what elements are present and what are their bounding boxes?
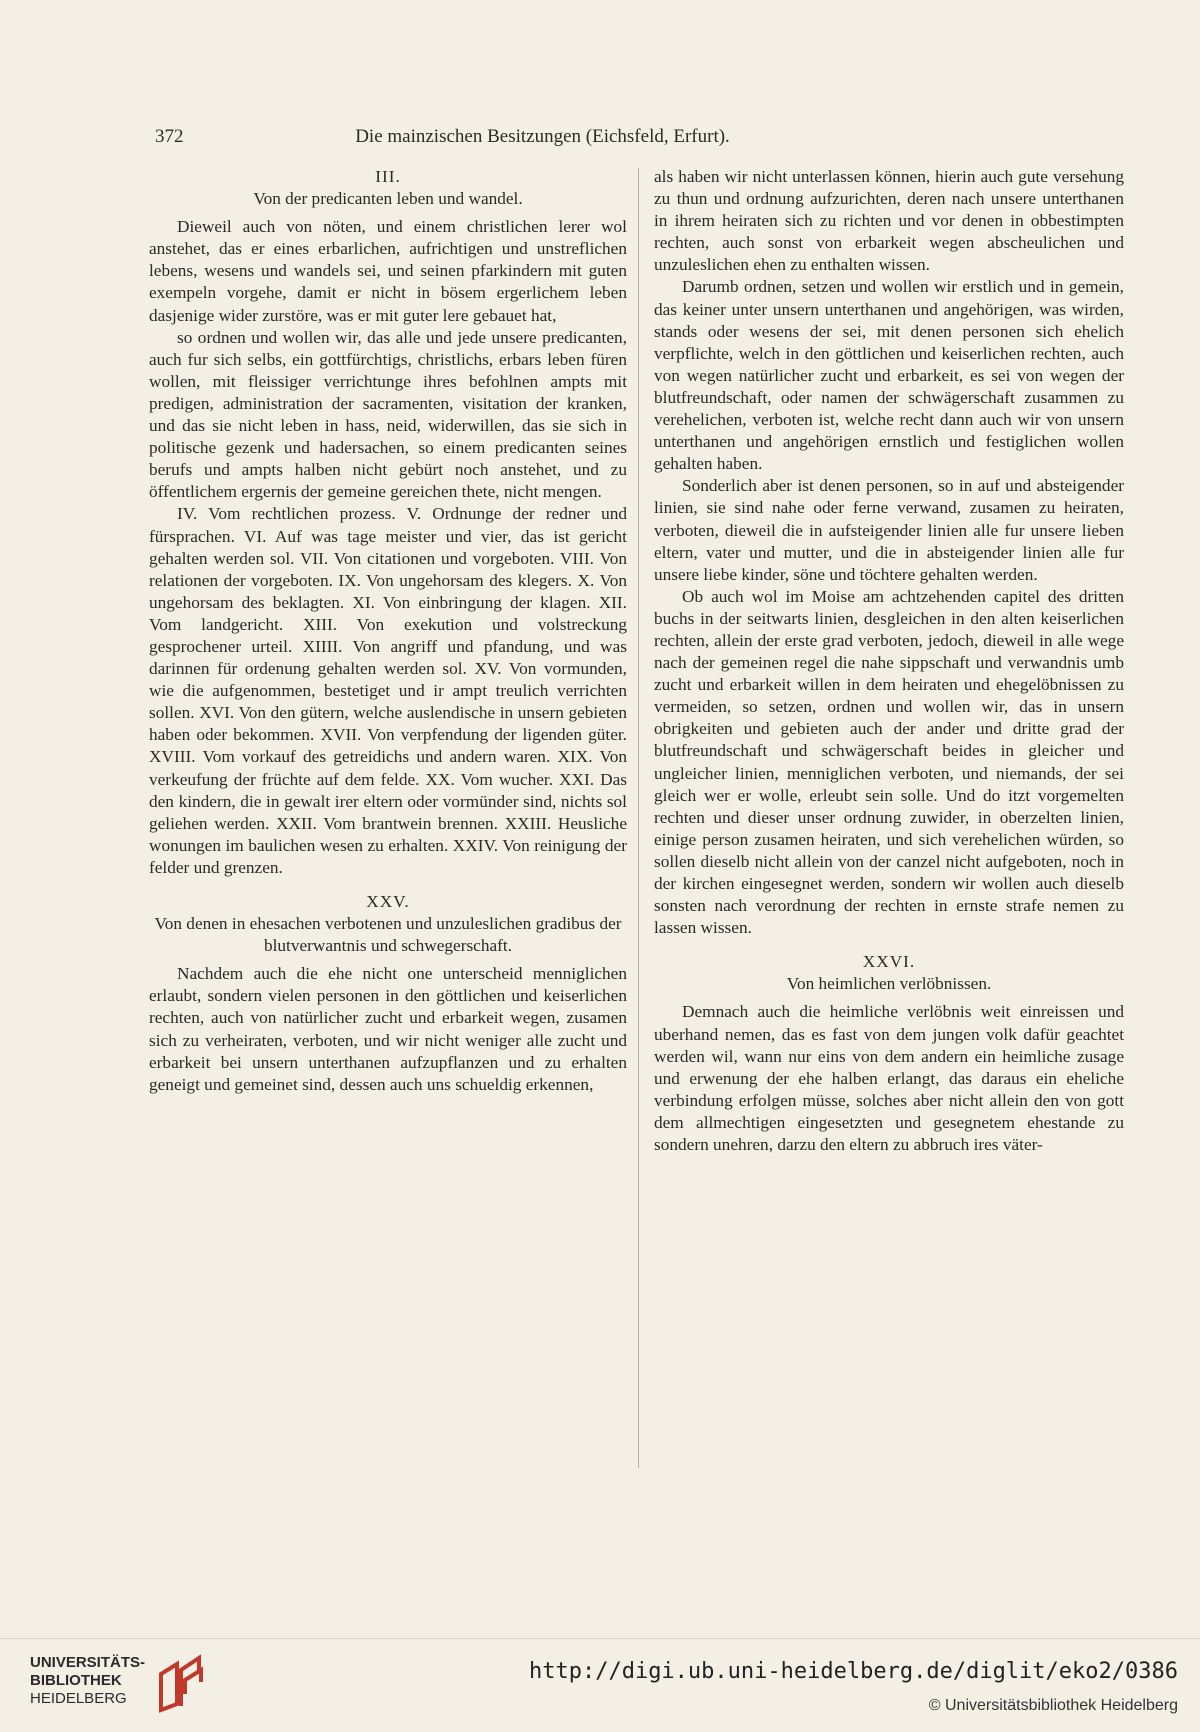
page-header bbox=[155, 126, 860, 152]
paragraph: Sonderlich aber ist denen personen, so in auf und absteigender linien, sie sind nahe oder ferne verwand, zusamen zu heiraten, verboten, dieweil die in aufsteigender linien alle fur unsere lieben eltern, vater und mutter, und die in absteigender linien alle fur unsere liebe kinder, söne und töchtere gehalten werden. bbox=[654, 476, 1124, 584]
copyright-notice: © Universitätsbibliothek Heidelberg bbox=[928, 1697, 1178, 1714]
running-title: Die mainzischen Besitzungen (Eichsfeld, Erfurt). bbox=[355, 126, 730, 147]
section-title: Von der predicanten leben und wandel. bbox=[253, 189, 523, 209]
paragraph: Nachdem auch die ehe nicht one unterscheid menniglichen erlaubt, sondern vielen personen in den göttlichen und keiserlichen rechten, auch von natürlicher zucht und erbarkeit wegen, zusamen sich zu verheiraten, verboten, und wir nicht weniger alle zucht und erbarkeit bei unsern unterthanen aufzupflanzen und zu erhalten geneigt und gemeinet sind, dessen auch uns schueldig erkennen, bbox=[149, 964, 627, 1094]
library-name-line: HEIDELBERG bbox=[30, 1690, 127, 1707]
column-divider bbox=[638, 168, 639, 1468]
permalink-url[interactable]: http://digi.ub.uni-heidelberg.de/diglit/eko2/0386 bbox=[528, 1659, 1178, 1684]
paragraph: als haben wir nicht unterlassen können, hierin auch gute versehung zu thun und ordnung aufzurichten, deren nach unsere unterthanen in ihrem heiraten sich zu richten und vor denen in obbestimpten rechten, auch sonst von erbarkeit wegen abscheulichen und unzuleslichen ehen zu enthalten wissen. bbox=[654, 167, 1124, 275]
paragraph: Demnach auch die heimliche verlöbnis weit einreissen und uberhand nemen, das es fast von dem jungen volk dafür geachtet werden wil, wann nur eins von dem andern ein heimliche zusage und erwenung der ehe halben erlangt, das daraus ein eheliche verbindung erfolgen müsse, solches aber nicht allein den von gott dem allmechtigen eingesetzten und gesegnetem ehestande zu sondern unehren, darzu den eltern zu abbruch ires väter- bbox=[654, 1002, 1124, 1155]
library-logo-icon bbox=[155, 1654, 215, 1716]
section-title: Von denen in ehesachen verbotenen und unzuleslichen gradibus der blutverwantnis und schwegerschaft. bbox=[154, 914, 622, 956]
section-number: XXV. bbox=[366, 892, 410, 911]
paragraph: so ordnen und wollen wir, das alle und jede unsere predicanten, auch fur sich selbs, ein gottfürchtigs, christlichs, erbars leben füren wollen, mit fleissiger verrichtunge ihres befohlnen ampts mit predigen, administration der sacramenten, visitation der kranken, und das sie nicht leben in hass, neid, widerwillen, das sie sich in politische gezenk und hadersachen, so einem predicanten seines berufs und ampts halben nicht gebürt noch anstehet, und zu öffentlichem ergernis der gemeine gereichen thete, nicht mengen. bbox=[149, 327, 627, 502]
library-name-line: UNIVERSITÄTS- bbox=[30, 1654, 146, 1671]
page-number: 372 bbox=[155, 126, 184, 147]
paragraph: Ob auch wol im Moise am achtzehenden capitel des dritten buchs in der seitwarts linien, desgleichen in den alten keiserlichen rechten, allein der erste grad verboten, jedoch, dieweil in alle wege nach der gemeinen regel die nahe sippschaft und verwandnis umb zucht und erbarkeit willen in dem heiraten und ehegelöbnissen zu vermeiden, so setzen, ordnen und wollen wir, das in unsern obrigkeiten und gebieten auch der ander und dritte grad der blutfreundschaft und schwägerschaft beides in gleicher und ungleicher linien, menniglichen verboten, und niemands, der sei gleich wer er wolle, erleubt sein solle. Und do itzt vorgemelten rechten und dieser unser ordnung zuwider, in oberzelten linien, einige person zusamen heiraten, und sich verehelichen würden, so sollen dieselb nicht allein von der canzel nicht aufgeboten, noch in der kirchen eingesegnet werden, sondern wir wollen auch dieselb sonsten nach verordnung der rechten in ernste strafe nemen zu lassen wissen. bbox=[654, 586, 1124, 938]
right-column bbox=[654, 166, 1124, 1156]
paragraph: Darumb ordnen, setzen und wollen wir erstlich und in gemein, das keiner unter unsern unterthanen und angehörigen, was wirden, stands oder wesens der sei, mit denen personen sich ehelich verpflichte, welch in den göttlichen und keiserlichen rechten, auch von wegen natürlicher zucht und erbarkeit, es sei von wegen der blutfreundschaft, oder namen der schwägerschaft zusammen zu verehelichen, verboten ist, welche recht dann auch wir von unsern unterthanen und angehörigen ernstlich und festiglichen wollen gehalten haben. bbox=[654, 277, 1124, 474]
library-name-line: BIBLIOTHEK bbox=[30, 1672, 122, 1689]
paragraph: IV. Vom rechtlichen prozess. V. Ordnunge der redner und fürsprachen. VI. Auf was tage meister und vier, das ist gericht gehalten werden sol. VII. Von citationen und vorgeboten. VIII. Von relationen der vorgeboten. IX. Von ungehorsam des klegers. X. Von ungehorsam des beklagten. XI. Von einbringung der klagen. XII. Vom landgericht. XIII. Von exekution und volstreckung gesprochener urteil. XIIII. Von angriff und pfandung, und was darinnen für ordenung gehalten werden sol. XV. Von vormunden, wie die aufgenommen, bestetiget und ir ampt treulich verrichten sollen. XVI. Von den gütern, welche auslendische in unsern gebieten haben oder bekommen. XVII. Von verpfendung der ligenden güter. XVIII. Vom vorkauf des getreidichs und andern waren. XIX. Von verkeufung der früchte auf dem felde. XX. Vom wucher. XXI. Das den kindern, die in gewalt irer eltern oder vormünder sind, nichts sol geliehen werden. XXII. Vom brantwein brennen. XXIII. Heusliche wonungen im baulichen wesen zu erhalten. XXIV. Von reinigung der felder und grenzen. bbox=[149, 504, 627, 877]
section-number: XXVI. bbox=[862, 952, 916, 972]
library-name bbox=[30, 1654, 145, 1708]
paragraph: Dieweil auch von nöten, und einem christlichen lerer wol anstehet, das er eines erbarlichen, aufrichtigen und unstreflichen lebens, wesens und wandels sei, und seinen pfarkindern mit guten exempeln vorgehe, damit er nicht in bösem ergerlichem leben dasjenige wider zurstöre, was er mit guter lere gebauet hat, bbox=[149, 217, 627, 325]
section-title: Von heimlichen verlöbnissen. bbox=[786, 974, 992, 994]
left-column bbox=[149, 166, 627, 1096]
section-number: III. bbox=[375, 167, 401, 186]
library-logo[interactable] bbox=[30, 1654, 180, 1714]
